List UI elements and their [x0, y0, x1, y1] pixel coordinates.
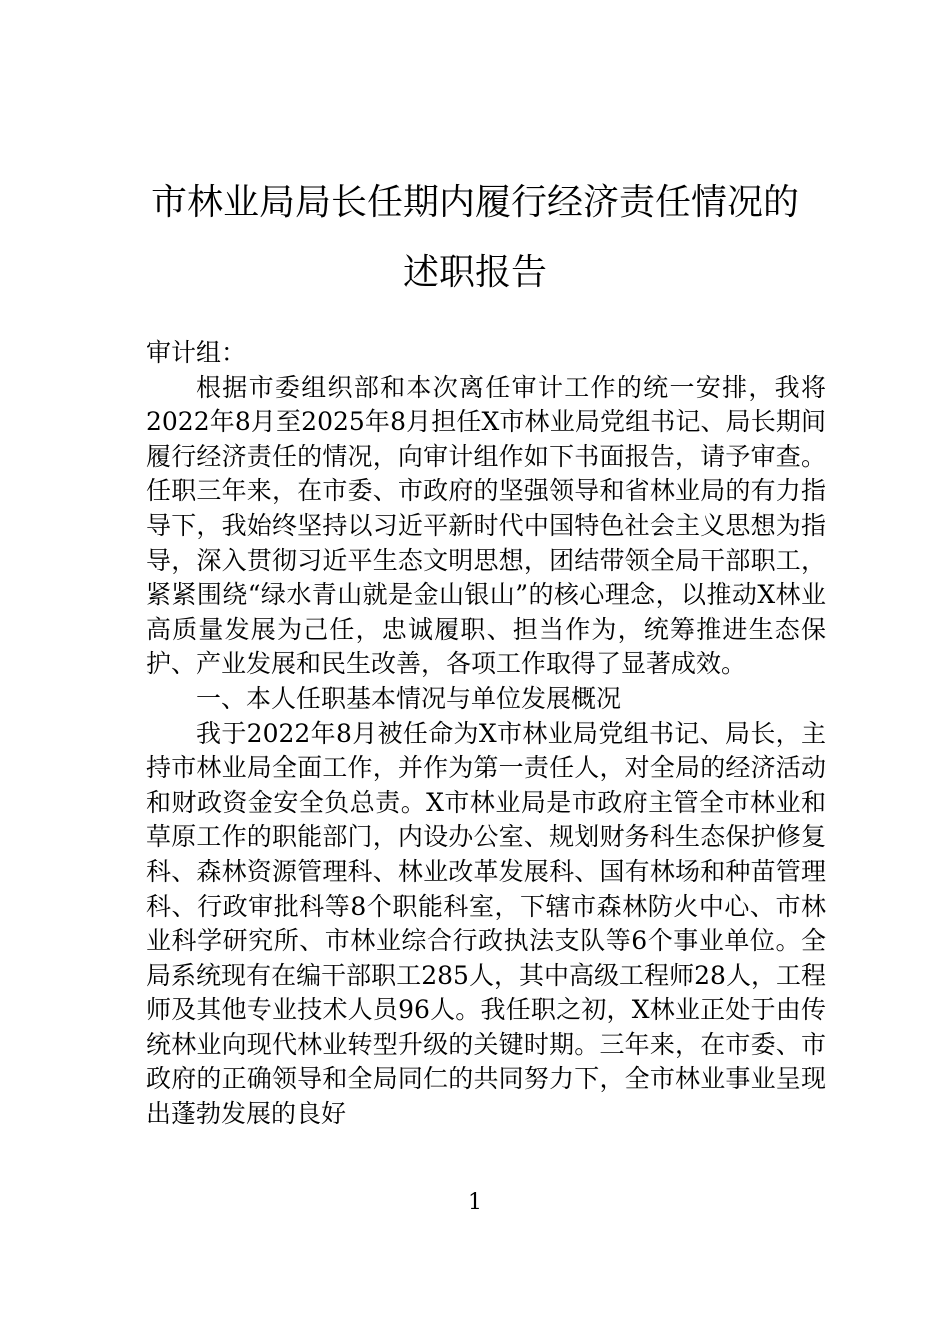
title-line-1: 市林业局局长任期内履行经济责任情况的: [150, 182, 799, 223]
document-title: [0, 168, 950, 308]
document-body: [146, 336, 826, 1132]
section-heading: 一、本人任职基本情况与单位发展概况: [196, 683, 622, 713]
salutation: 审计组：: [146, 338, 247, 367]
page-number: 1: [468, 1190, 482, 1215]
title-line-2: 述职报告: [402, 252, 547, 293]
intro-paragraph: 根据市委组织部和本次离任审计工作的统一安排，我将2022年8月至2025年8月担任X市林业局党组书记、局长期间履行经济责任的情况，向审计组作如下书面报告，请予审查。任职三年来，在市委、市政府的坚强领导和省林业局的有力指导下，我始终坚持以习近平新时代中国特色社会主义思想为指导，深入贯彻习近平生态文明思想，团结带领全局干部职工，紧紧围绕“绿水青山就是金山银山”的核心理念，以推动X林业高质量发展为己任，忠诚履职、担当作为，统筹推进生态保护、产业发展和民生改善，各项工作取得了显著成效。: [146, 372, 826, 679]
section-paragraph: 我于2022年8月被任命为X市林业局党组书记、局长，主持市林业局全面工作，并作为第一责任人，对全局的经济活动和财政资金安全负总责。X市林业局是市政府主管全市林业和草原工作的职能部门，内设办公室、规划财务科生态保护修复科、森林资源管理科、林业改革发展科、国有林场和种苗管理科、行政审批科等8个职能科室，下辖市森林防火中心、市林业科学研究所、市林业综合行政执法支队等6个事业单位。全局系统现有在编干部职工285人，其中高级工程师28人，工程师及其他专业技术人员96人。我任职之初，X林业正处于由传统林业向现代林业转型升级的关键时期。三年来，在市委、市政府的正确领导和全局同仁的共同努力下，全市林业事业呈现出蓬勃发展的良好: [146, 718, 826, 1129]
